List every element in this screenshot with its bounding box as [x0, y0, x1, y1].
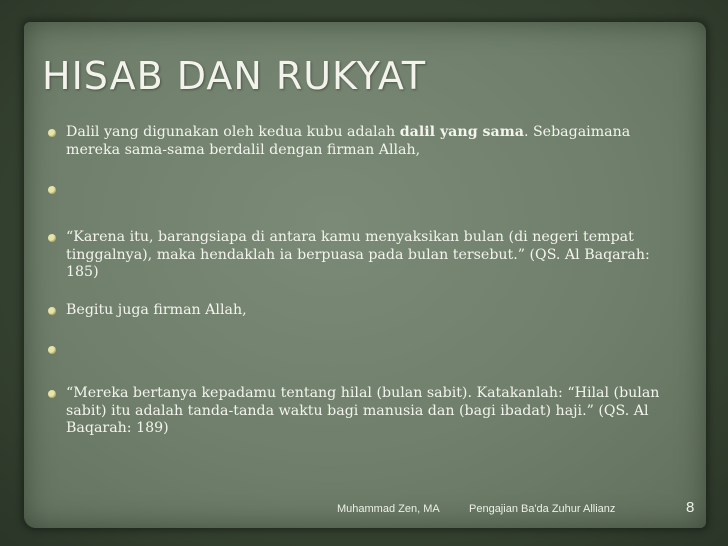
- bullet-text: Dalil yang digunakan oleh kedua kubu adalah: [66, 124, 400, 140]
- bullet-bold-text: dalil yang sama: [399, 124, 524, 140]
- footer-author: Muhammad Zen, MA: [337, 503, 440, 515]
- bullet-list: [42, 124, 682, 438]
- footer-event: Pengajian Ba'da Zuhur Allianz: [469, 503, 616, 515]
- slide-title: HISAB DAN RUKYAT: [42, 54, 427, 98]
- page-number: 8: [686, 499, 695, 516]
- bullet-item: [42, 385, 682, 438]
- bullet-item: [42, 302, 682, 320]
- bullet-text: Begitu juga firman Allah,: [66, 301, 247, 318]
- bullet-item: [42, 124, 682, 159]
- bullet-item: [42, 229, 682, 282]
- bullet-text: “Mereka bertanya kepadamu tentang hilal (bulan sabit). Katakanlah: “Hilal (bulan sabit) itu adalah tanda-tanda waktu bagi manusia dan (bagi ibadat) haji.” (QS. Al Baqarah: 189): [66, 385, 660, 436]
- bullet-text: “Karena itu, barangsiapa di antara kamu menyaksikan bulan (di negeri tempat tinggalnya), maka hendaklah ia berpuasa pada bulan tersebut.” (QS. Al Baqarah: 185): [66, 229, 650, 280]
- bullet-item-empty: [42, 181, 682, 199]
- bullet-text: . Sebagaimana mereka sama-sama berdalil dengan firman Allah,: [66, 124, 631, 158]
- bullet-item-empty: [42, 341, 682, 359]
